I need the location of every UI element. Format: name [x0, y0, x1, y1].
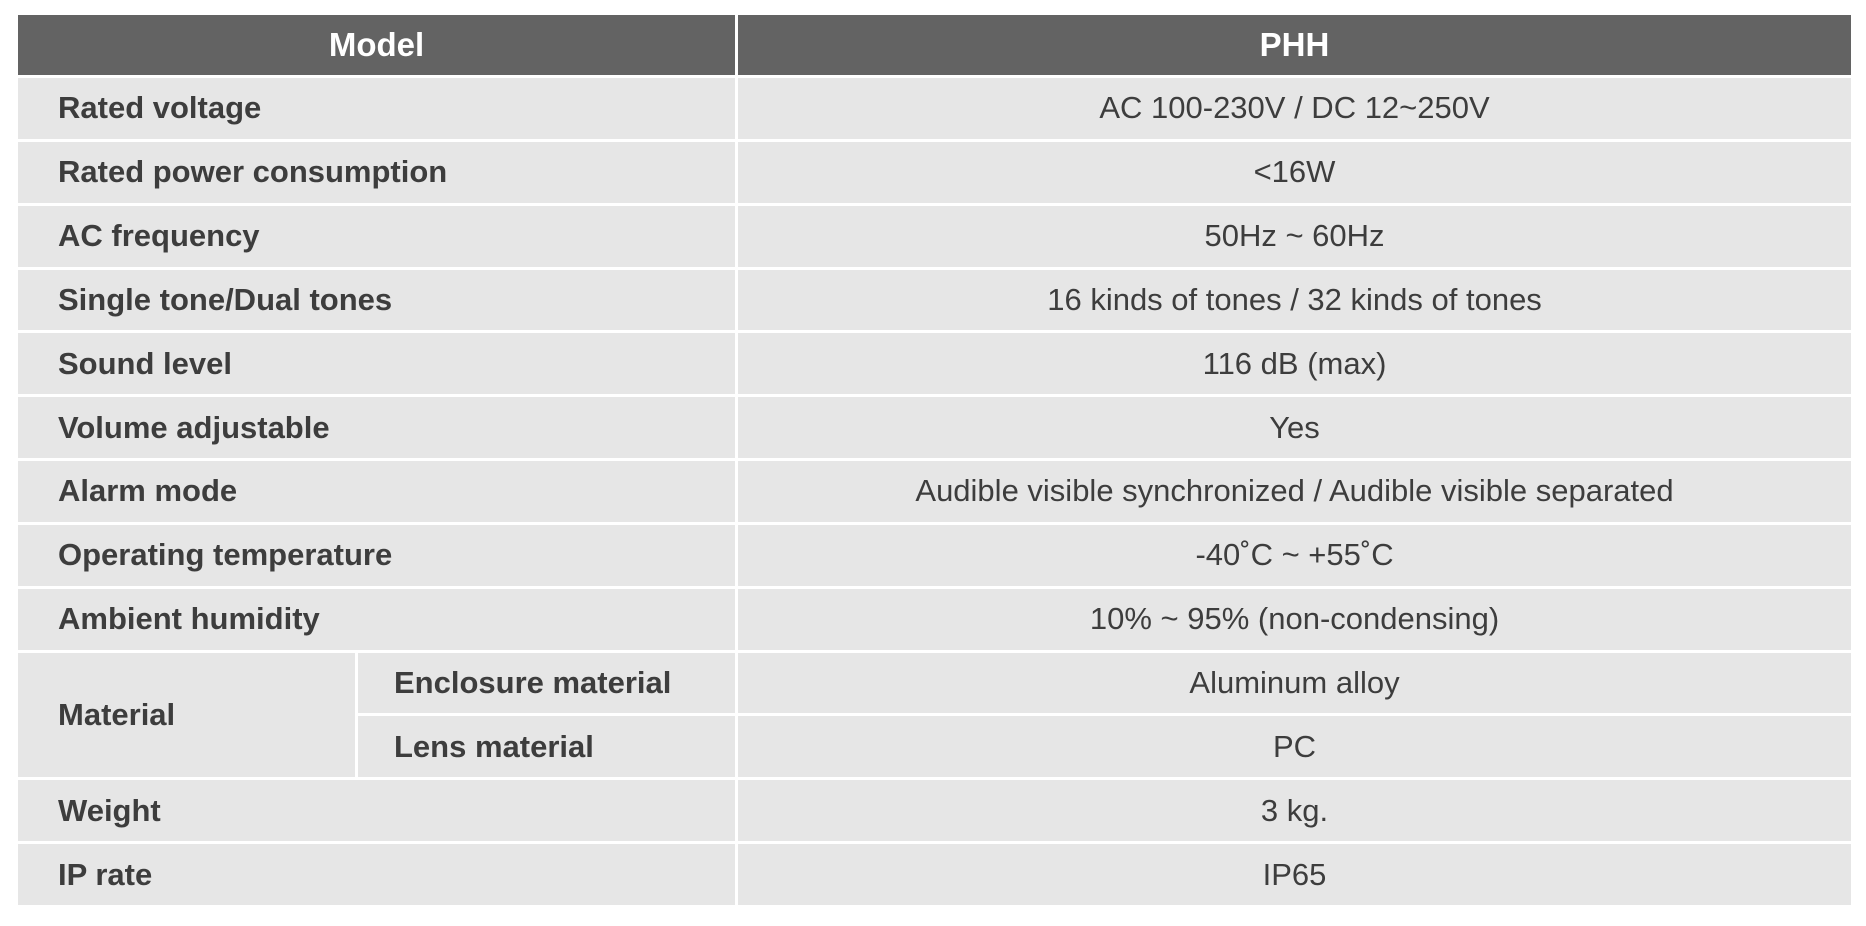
material-label: Material	[17, 651, 357, 779]
table-header-row	[17, 14, 1853, 77]
table-row	[17, 204, 1853, 268]
row-label: Weight	[17, 779, 737, 843]
material-sub-label: Enclosure material	[357, 651, 737, 715]
table-row	[17, 460, 1853, 524]
row-label: Volume adjustable	[17, 396, 737, 460]
row-label: Rated voltage	[17, 77, 737, 141]
table-row	[17, 587, 1853, 651]
row-label: Alarm mode	[17, 460, 737, 524]
row-label: AC frequency	[17, 204, 737, 268]
table-row	[17, 77, 1853, 141]
row-value: <16W	[737, 140, 1853, 204]
row-value: 3 kg.	[737, 779, 1853, 843]
material-sub-value: Aluminum alloy	[737, 651, 1853, 715]
table-row	[17, 268, 1853, 332]
row-value: Yes	[737, 396, 1853, 460]
table-row	[17, 779, 1853, 843]
table-row	[17, 651, 1853, 715]
spec-table	[15, 12, 1854, 908]
row-label: Operating temperature	[17, 523, 737, 587]
header-model-value: PHH	[737, 14, 1853, 77]
material-sub-label: Lens material	[357, 715, 737, 779]
row-value: Audible visible synchronized / Audible visible separated	[737, 460, 1853, 524]
table-row	[17, 523, 1853, 587]
row-value: 50Hz ~ 60Hz	[737, 204, 1853, 268]
row-label: IP rate	[17, 843, 737, 907]
header-model-label: Model	[17, 14, 737, 77]
row-label: Ambient humidity	[17, 587, 737, 651]
row-label: Rated power consumption	[17, 140, 737, 204]
table-row	[17, 332, 1853, 396]
row-value: 16 kinds of tones / 32 kinds of tones	[737, 268, 1853, 332]
table-row	[17, 843, 1853, 907]
row-value: 10% ~ 95% (non-condensing)	[737, 587, 1853, 651]
row-value: 116 dB (max)	[737, 332, 1853, 396]
row-value: -40˚C ~ +55˚C	[737, 523, 1853, 587]
material-sub-value: PC	[737, 715, 1853, 779]
row-label: Sound level	[17, 332, 737, 396]
table-row	[17, 396, 1853, 460]
row-label: Single tone/Dual tones	[17, 268, 737, 332]
row-value: AC 100-230V / DC 12~250V	[737, 77, 1853, 141]
row-value: IP65	[737, 843, 1853, 907]
table-row	[17, 140, 1853, 204]
